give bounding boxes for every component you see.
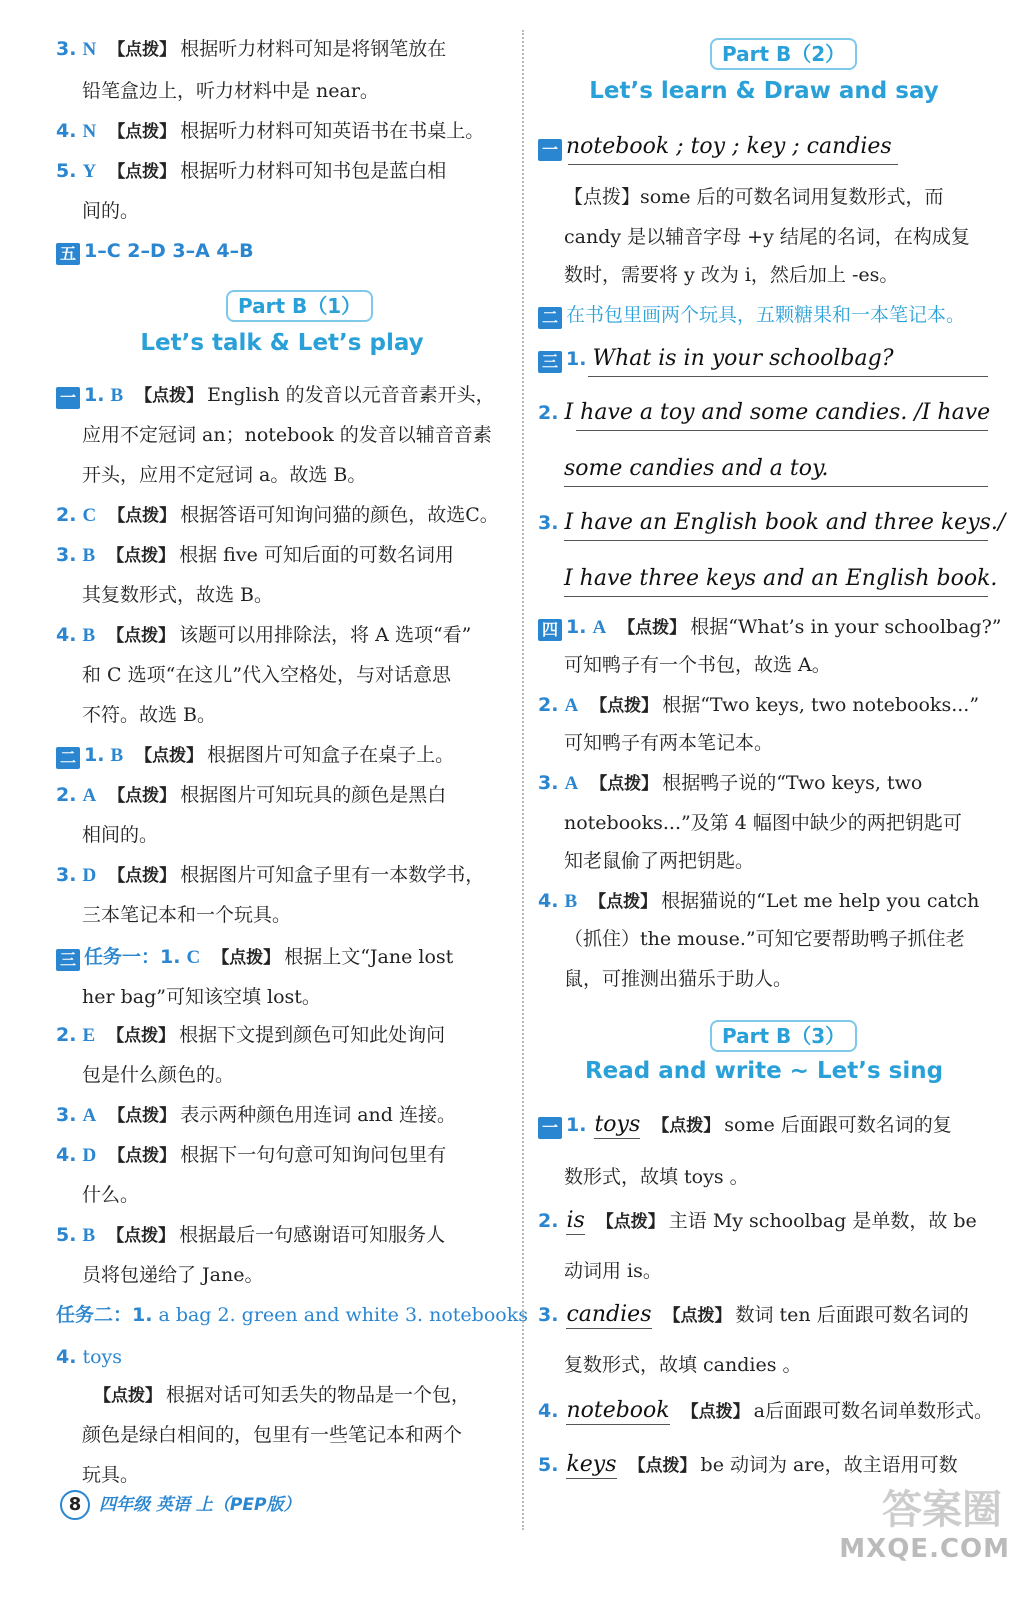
answer-line bbox=[538, 770, 922, 797]
answer-letter: A bbox=[564, 695, 579, 716]
q3-line-3b bbox=[564, 566, 997, 592]
handwritten-words: notebook ; toy ; key ; candies bbox=[566, 134, 892, 159]
section-marker-icon: 二 bbox=[56, 747, 80, 769]
answer-line bbox=[538, 888, 979, 915]
question-number: 2. bbox=[56, 504, 77, 526]
explanation-text: notebooks...”及第 4 幅图中缺少的两把钥匙可 bbox=[564, 812, 962, 834]
question-number: 1. bbox=[566, 1114, 587, 1136]
handwritten-answer: I have three keys and an English book. bbox=[564, 566, 998, 591]
handwritten-answer: candies bbox=[566, 1302, 652, 1327]
hint-tag: 【点拨】 bbox=[108, 122, 177, 142]
hint-tag: 【点拨】 bbox=[108, 162, 177, 182]
explanation-text: 根据 five 可知后面的可数名词用 bbox=[179, 544, 454, 566]
q1-words-line bbox=[538, 134, 892, 161]
answer-underline bbox=[564, 596, 988, 597]
answer-line bbox=[538, 1302, 969, 1329]
hint-tag: 【点拨】 bbox=[681, 1402, 750, 1422]
answer-letter: B bbox=[82, 1225, 96, 1246]
question-number: 2. bbox=[538, 1210, 559, 1232]
explanation-text: 员将包递给了 Jane。 bbox=[82, 1264, 264, 1286]
drawing-instruction: 在书包里画两个玩具，五颗糖果和一本笔记本。 bbox=[566, 304, 966, 326]
answer-line bbox=[56, 782, 446, 809]
handwritten-answer: keys bbox=[566, 1452, 617, 1477]
answer-line bbox=[56, 1302, 528, 1328]
question-number: 4. bbox=[538, 1400, 559, 1422]
explanation-text: 三本笔记本和一个玩具。 bbox=[82, 904, 292, 926]
handwritten-answer: is bbox=[566, 1208, 585, 1233]
section-marker-4-icon: 四 bbox=[538, 619, 562, 641]
answer-line bbox=[564, 966, 792, 992]
hint-tag: 【点拨】 bbox=[107, 1026, 176, 1046]
hint-tag: 【点拨】 bbox=[108, 506, 177, 526]
handwritten-answer: notebook bbox=[566, 1398, 670, 1423]
hint-tag: 【点拨】 bbox=[108, 40, 177, 60]
answer-underline bbox=[588, 376, 988, 377]
section-marker-3-icon: 三 bbox=[538, 351, 562, 373]
answer-letter: N bbox=[82, 121, 97, 142]
answer-line bbox=[564, 926, 965, 952]
answer-line bbox=[538, 1112, 952, 1139]
hint-tag: 【点拨】 bbox=[94, 1386, 162, 1406]
explanation-text: 根据上文“Jane lost bbox=[284, 946, 454, 968]
q3-line-1: 三 1. What is in your schoolbag? bbox=[538, 346, 894, 373]
explanation-text: 复数形式，故填 candies 。 bbox=[564, 1354, 802, 1376]
handwritten-answer: I have a toy and some candies. /I have bbox=[564, 400, 991, 425]
watermark-logo: 答案圈 bbox=[882, 1487, 1002, 1533]
answer-letter: B bbox=[82, 545, 96, 566]
explanation-text: 根据“Two keys, two notebooks...” bbox=[662, 694, 980, 716]
answer-line bbox=[56, 1222, 445, 1249]
answer-letter: N bbox=[82, 39, 97, 60]
question-number: 4. bbox=[56, 624, 77, 646]
explanation-text: 相间的。 bbox=[82, 824, 159, 846]
hint-tag: 【点拨】 bbox=[590, 696, 659, 716]
section-marker-icon: 五 bbox=[56, 243, 80, 265]
explanation-text: 根据下文提到颜色可知此处询问 bbox=[179, 1024, 446, 1046]
hint-tag: 【点拨】 bbox=[108, 866, 177, 886]
section-marker-2-icon: 二 bbox=[538, 307, 562, 329]
answer-line bbox=[82, 1262, 263, 1288]
explanation-text: 根据图片可知盒子在桌子上。 bbox=[207, 744, 455, 766]
answer-line bbox=[564, 1164, 749, 1190]
explanation-text: 根据最后一句感谢语可知服务人 bbox=[179, 1224, 446, 1246]
answer-underline bbox=[568, 164, 898, 165]
hint-tag: 【点拨】 bbox=[596, 1212, 665, 1232]
hint-tag: 【点拨】 bbox=[107, 626, 176, 646]
answer-underline bbox=[564, 486, 988, 487]
answer-line bbox=[56, 1022, 445, 1049]
answer-line bbox=[56, 158, 446, 185]
section-marker-1-icon: 一 bbox=[538, 1117, 562, 1139]
answer-line bbox=[564, 810, 962, 836]
question-number: 2. bbox=[56, 784, 77, 806]
answer-letter: E bbox=[82, 1025, 96, 1046]
explanation-text: 和 C 选项“在这儿”代入空格处，与对话意思 bbox=[82, 664, 452, 686]
page-footer bbox=[60, 1490, 300, 1520]
question-number: 任务二：1. bbox=[56, 1304, 153, 1326]
answer-line bbox=[82, 984, 321, 1010]
explanation-text: 根据猫说的“Let me help you catch bbox=[661, 890, 980, 912]
answer-line bbox=[56, 622, 471, 649]
question-number: 1. bbox=[566, 616, 587, 638]
question-number: 2. bbox=[538, 694, 559, 716]
section-title-part-b-2: Let’s learn & Draw and say bbox=[589, 78, 939, 104]
explanation-text: 表示两种颜色用连词 and 连接。 bbox=[180, 1104, 456, 1126]
answer-letter: C bbox=[186, 947, 201, 968]
answer-line bbox=[82, 198, 139, 224]
question-number: 1–C 2–D 3–A 4–B bbox=[84, 240, 254, 262]
explanation-text: 可知鸭子有两本笔记本。 bbox=[564, 732, 774, 754]
explanation-text: a bag 2. green and white 3. notebooks bbox=[158, 1304, 528, 1326]
explanation-text: 根据“What’s in your schoolbag?” bbox=[690, 616, 1002, 638]
question-number: 4. bbox=[56, 1346, 77, 1368]
question-number: 3. bbox=[56, 864, 77, 886]
answer-line bbox=[82, 902, 291, 928]
question-number: 任务一：1. bbox=[84, 946, 181, 968]
part-b-3-badge: Part B（3） bbox=[710, 1020, 857, 1052]
explanation-text: 数形式，故填 toys 。 bbox=[564, 1166, 749, 1188]
answer-letter: B bbox=[82, 625, 96, 646]
answer-line bbox=[564, 1352, 802, 1378]
question-number: 3. bbox=[56, 1104, 77, 1126]
answer-line bbox=[564, 848, 754, 874]
explanation-text: 应用不定冠词 an；notebook 的发音以辅音音素 bbox=[82, 424, 492, 446]
explanation-text: 间的。 bbox=[82, 200, 140, 222]
answer-line bbox=[82, 1182, 139, 1208]
explanation-text: 开头，应用不定冠词 a。故选 B。 bbox=[82, 464, 367, 486]
page-number: 8 bbox=[60, 1490, 90, 1520]
watermark-url: MXQE.COM bbox=[839, 1534, 1010, 1564]
answer-letter: D bbox=[82, 865, 97, 886]
handwritten-answer: What is in your schoolbag? bbox=[592, 346, 894, 371]
hint-tag: 【点拨】 bbox=[135, 746, 204, 766]
answer-letter: B bbox=[564, 891, 578, 912]
explanation-text: 不符。故选 B。 bbox=[82, 704, 217, 726]
answer-line bbox=[82, 662, 451, 688]
answer-line bbox=[82, 702, 216, 728]
explanation-text: 什么。 bbox=[82, 1184, 140, 1206]
answer-line bbox=[82, 1062, 234, 1088]
explanation-text: 根据下一句句意可知询问包里有 bbox=[180, 1144, 447, 1166]
explanation-line: 【点拨】some 后的可数名词用复数形式，而 bbox=[564, 186, 944, 208]
explanation-line: candy 是以辅音字母 +y 结尾的名词，在构成复 bbox=[564, 226, 970, 248]
question-number: 3. bbox=[56, 38, 77, 60]
answer-line bbox=[82, 822, 158, 848]
section-title-part-b-3: Read and write ~ Let’s sing bbox=[584, 1058, 944, 1084]
handwritten-answer: some candies and a toy. bbox=[564, 456, 829, 481]
answer-line bbox=[538, 1398, 993, 1425]
handwritten-answer: toys bbox=[594, 1112, 641, 1137]
hint-tag: 【点拨】 bbox=[108, 1106, 177, 1126]
question-number: 5. bbox=[56, 160, 77, 182]
answer-line bbox=[56, 542, 454, 569]
explanation-text: 鼠，可推测出猫乐于助人。 bbox=[564, 968, 793, 990]
answer-letter: D bbox=[82, 1145, 97, 1166]
explanation-text: 铅笔盒边上，听力材料中是 near。 bbox=[82, 80, 379, 102]
explanation-text: 主语 My schoolbag 是单数，故 be bbox=[668, 1210, 977, 1232]
explanation-text: 根据图片可知盒子里有一本数学书， bbox=[180, 864, 485, 886]
explanation-text: 根据听力材料可知英语书在书桌上。 bbox=[180, 120, 485, 142]
question-number: 3. bbox=[56, 544, 77, 566]
answer-line bbox=[564, 1258, 662, 1284]
answer-line bbox=[82, 1462, 139, 1488]
section-marker-icon: 三 bbox=[56, 949, 80, 971]
answer-line bbox=[82, 462, 366, 488]
question-number: 3. bbox=[538, 772, 559, 794]
explanation-text: a后面跟可数名词单数形式。 bbox=[753, 1400, 993, 1422]
answer-line bbox=[564, 652, 831, 678]
question-number: 5. bbox=[56, 1224, 77, 1246]
answer-letter: Y bbox=[82, 161, 97, 182]
explanation-text: 颜色是绿白相间的，包里有一些笔记本和两个 bbox=[82, 1424, 463, 1446]
answer-line bbox=[56, 944, 453, 971]
answer-line bbox=[56, 742, 454, 769]
answer-line bbox=[538, 692, 979, 719]
answer-line bbox=[82, 78, 379, 104]
explanation-text: her bag”可知该空填 lost。 bbox=[82, 986, 321, 1008]
hint-tag: 【点拨】 bbox=[618, 618, 687, 638]
explanation-text: 包是什么颜色的。 bbox=[82, 1064, 235, 1086]
hint-tag: 【点拨】 bbox=[590, 774, 659, 794]
hint-tag: 【点拨】 bbox=[108, 1146, 177, 1166]
hint-tag: 【点拨】 bbox=[628, 1456, 697, 1476]
hint-tag: 【点拨】 bbox=[107, 546, 176, 566]
explanation-text: English 的发音以元音音素开头， bbox=[207, 384, 495, 406]
question-number: 4. bbox=[538, 890, 559, 912]
answer-line bbox=[564, 730, 773, 756]
answer-line bbox=[56, 502, 499, 529]
explanation-text: 玩具。 bbox=[82, 1464, 140, 1486]
explanation-text: 知老鼠偷了两把钥匙。 bbox=[564, 850, 755, 872]
handwritten-answer: I have an English book and three keys./ bbox=[564, 510, 1006, 535]
answer-line bbox=[56, 1344, 122, 1370]
answer-letter: A bbox=[82, 785, 97, 806]
question-number: 1. bbox=[84, 384, 105, 406]
answer-line bbox=[56, 118, 484, 145]
explanation-text: 根据听力材料可知是将钢笔放在 bbox=[180, 38, 447, 60]
hint-tag: 【点拨】 bbox=[212, 948, 281, 968]
question-number: 3. bbox=[538, 1304, 559, 1326]
question-number: 5. bbox=[538, 1454, 559, 1476]
answer-line bbox=[82, 422, 492, 448]
hint-tag: 【点拨】 bbox=[652, 1116, 721, 1136]
hint-tag: 【点拨】 bbox=[108, 786, 177, 806]
hint-tag: 【点拨】 bbox=[107, 1226, 176, 1246]
question-number: 2. bbox=[56, 1024, 77, 1046]
explanation-text: 根据对话可知丢失的物品是一个包， bbox=[166, 1384, 471, 1406]
answer-underline bbox=[564, 540, 988, 541]
explanation-text: 数词 ten 后面跟可数名词的 bbox=[735, 1304, 969, 1326]
explanation-text: be 动词为 are，故主语用可数 bbox=[700, 1454, 958, 1476]
hint-tag: 【点拨】 bbox=[663, 1306, 732, 1326]
explanation-text: toys bbox=[82, 1346, 123, 1368]
explanation-text: 其复数形式，故选 B。 bbox=[82, 584, 274, 606]
explanation-text: 根据鸭子说的“Two keys, two bbox=[662, 772, 923, 794]
explanation-text: （抓住）the mouse.”可知它要帮助鸭子抓住老 bbox=[564, 928, 965, 950]
section-marker-icon: 一 bbox=[56, 387, 80, 409]
explanation-text: 根据答语可知询问猫的颜色，故选C。 bbox=[180, 504, 499, 526]
explanation-line: 数时，需要将 y 改为 i，然后加上 -es。 bbox=[564, 264, 899, 286]
explanation-text: 可知鸭子有一个书包，故选 A。 bbox=[564, 654, 831, 676]
question-number: 1. bbox=[84, 744, 105, 766]
question-number: 4. bbox=[56, 120, 77, 142]
answer-line bbox=[82, 582, 273, 608]
question-number: 4. bbox=[56, 1144, 77, 1166]
answer-line bbox=[56, 382, 495, 409]
answer-line bbox=[56, 1102, 456, 1129]
hint-tag: 【点拨】 bbox=[135, 386, 204, 406]
answer-line bbox=[538, 614, 1001, 641]
part-b-1-badge: Part B（1） bbox=[226, 290, 373, 322]
answer-letter: A bbox=[592, 617, 607, 638]
section-marker-1-icon: 一 bbox=[538, 139, 562, 161]
answer-letter: B bbox=[110, 385, 124, 406]
answer-letter: C bbox=[82, 505, 97, 526]
q3-line-3a: 3. I have an English book and three keys./ bbox=[538, 510, 1006, 535]
answer-line bbox=[82, 1382, 470, 1409]
answer-line bbox=[56, 862, 484, 889]
answer-letter: B bbox=[110, 745, 124, 766]
section-title-part-b-1: Let’s talk & Let’s play bbox=[140, 330, 424, 356]
answer-line bbox=[82, 1422, 462, 1448]
explanation-text: 该题可以用排除法，将 A 选项“看” bbox=[179, 624, 472, 646]
answer-line bbox=[56, 1142, 446, 1169]
hint-tag: 【点拨】 bbox=[589, 892, 658, 912]
q2-line bbox=[538, 302, 965, 329]
answer-line bbox=[56, 238, 254, 265]
q3-line-2b bbox=[564, 456, 829, 482]
explanation-text: 根据图片可知玩具的颜色是黑白 bbox=[180, 784, 447, 806]
answer-line bbox=[56, 36, 446, 63]
answer-line bbox=[538, 1452, 958, 1479]
explanation-text: 动词用 is。 bbox=[564, 1260, 662, 1282]
explanation-text: some 后面跟可数名词的复 bbox=[724, 1114, 952, 1136]
answer-letter: A bbox=[564, 773, 579, 794]
part-b-2-badge: Part B（2） bbox=[710, 38, 857, 70]
answer-underline bbox=[576, 430, 988, 431]
q3-line-2a: 2. I have a toy and some candies. /I have bbox=[538, 400, 991, 425]
explanation-text: 根据听力材料可知书包是蓝白相 bbox=[180, 160, 447, 182]
answer-letter: A bbox=[82, 1105, 97, 1126]
book-brand: 四年级 英语 上（PEP版） bbox=[99, 1495, 301, 1515]
answer-line bbox=[538, 1208, 977, 1235]
